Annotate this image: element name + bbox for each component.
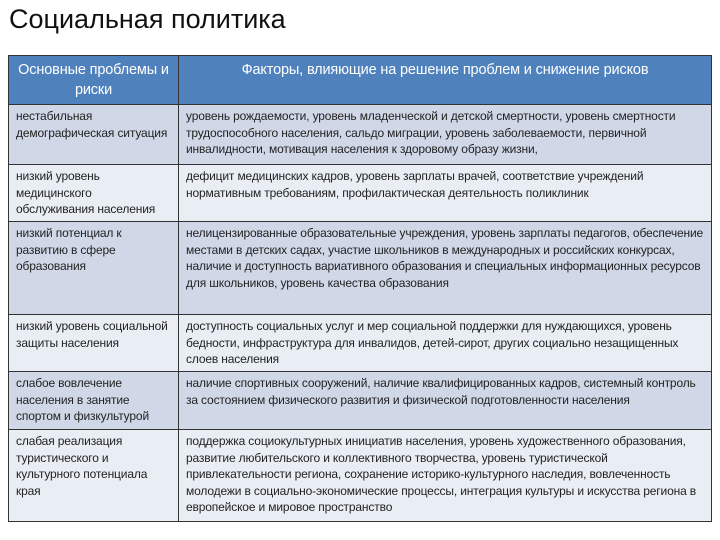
- factors-cell: наличие спортивных сооружений, наличие квалифицированных кадров, системный контроль за состоянием физического развития и физической подготовленности населения: [179, 372, 712, 430]
- header-problems: Основные проблемы и риски: [9, 56, 179, 105]
- table-row: [9, 315, 712, 372]
- table-row: [9, 165, 712, 222]
- problem-cell: низкий потенциал к развитию в сфере образования: [9, 222, 179, 315]
- problem-cell: низкий уровень медицинского обслуживания населения: [9, 165, 179, 222]
- problem-cell: нестабильная демографическая ситуация: [9, 105, 179, 165]
- factors-cell: поддержка социокультурных инициатив населения, уровень художественного образования, развитие любительского и коллективного творчества, уровень туристической привлекательности региона, сохранение историко-культурного наследия, вовлеченность молодежи в социально-экономические процессы, интеграция культуры и искусства региона в европейское и мировое пространство: [179, 430, 712, 522]
- table-header-row: [9, 56, 712, 105]
- problem-cell: слабое вовлечение населения в занятие спортом и физкультурой: [9, 372, 179, 430]
- table-row: [9, 105, 712, 165]
- header-factors: Факторы, влияющие на решение проблем и снижение рисков: [179, 56, 712, 105]
- factors-cell: дефицит медицинских кадров, уровень зарплаты врачей, соответствие учреждений нормативным требованиям, профилактическая деятельность поликлиник: [179, 165, 712, 222]
- problem-cell: слабая реализация туристического и культурного потенциала края: [9, 430, 179, 522]
- table-row: [9, 372, 712, 430]
- page-title: Социальная политика: [9, 4, 286, 34]
- table-row: [9, 430, 712, 522]
- factors-cell: уровень рождаемости, уровень младенческой и детской смертности, уровень смертности трудоспособного населения, сальдо миграции, уровень заболеваемости, первичной инвалидности, мотивация населения к здоровому образу жизни,: [179, 105, 712, 165]
- social-policy-table: [8, 55, 712, 522]
- problem-cell: низкий уровень социальной защиты населения: [9, 315, 179, 372]
- factors-cell: доступность социальных услуг и мер социальной поддержки для нуждающихся, уровень бедности, инфраструктура для инвалидов, детей-сирот, других социально незащищенных слоев населения: [179, 315, 712, 372]
- table-row: [9, 222, 712, 315]
- factors-cell: нелицензированные образовательные учреждения, уровень зарплаты педагогов, обеспечение местами в детских садах, участие школьников в международных и российских конкурсах, наличие и доступность вариативного образования и специальных информационных ресурсов для школьников, уровень качества образования: [179, 222, 712, 315]
